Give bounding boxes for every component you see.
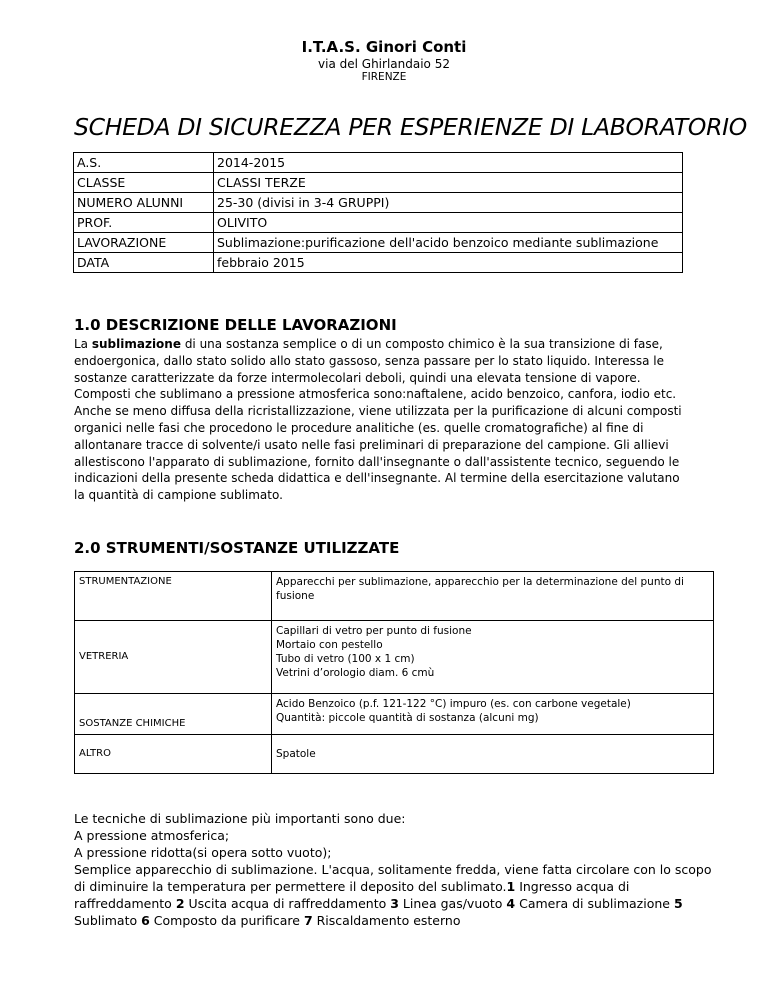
school-name: I.T.A.S. Ginori Conti [301, 38, 467, 56]
info-key: PROF. [74, 213, 214, 233]
tools-line: Acido Benzoico (p.f. 121-122 °C) impuro (es. con carbone vegetale) [276, 698, 631, 710]
info-key: NUMERO ALUNNI [74, 193, 214, 213]
tools-value [272, 621, 714, 694]
legend-text: Composto da purificare [149, 913, 304, 928]
tools-line: Apparecchi per sublimazione, apparecchio per la determinazione del punto di fusione [276, 576, 684, 602]
table-row [75, 572, 714, 621]
info-value: febbraio 2015 [214, 253, 683, 273]
legend-text: Sublimato [74, 913, 142, 928]
info-key: CLASSE [74, 173, 214, 193]
tools-value [272, 572, 714, 621]
tools-value [272, 735, 714, 774]
techniques-intro: Le tecniche di sublimazione più importanti sono due: [74, 811, 406, 826]
section-heading-tools: 2.0 STRUMENTI/SOSTANZE UTILIZZATE [74, 539, 400, 557]
table-row [75, 735, 714, 774]
table-row [74, 233, 683, 253]
tools-line: Tubo di vetro (100 x 1 cm) [276, 653, 415, 665]
techniques-paragraph [74, 810, 714, 929]
legend-number: 3 [390, 896, 399, 911]
document-header [0, 38, 768, 84]
table-row [74, 253, 683, 273]
technique-atmospheric: A pressione atmosferica; [74, 828, 230, 843]
legend-text: Riscaldamento esterno [312, 913, 461, 928]
school-address: via del Ghirlandaio 52 [318, 57, 450, 71]
tools-table [74, 571, 714, 774]
tools-line: Vetrini d’orologio diam. 6 cmù [276, 667, 435, 679]
description-text: di una sostanza semplice o di un composto chimico è la sua transizione di fase, endoergonica, dallo stato solido allo stato gassoso, senza passare per lo stato liquido. Interessa le sostanze caratterizzate da forze intermolecolari deboli, quindi una elevata tensione di vapore. Composti che sublimano a pressione atmosferica sono:naftalene, acido benzoico, canfora, iodio etc. Anche se meno diffusa della ricristallizzazione, viene utilizzata per la purificazione di alcuni composti organici nelle fasi che procedono le procedure analitiche (es. quelle cromatografiche) al fine di allontanare tracce di solvente/i usato nelle fasi preliminari di preparazione del campione. Gli allievi allestiscono l'apparato di sublimazione, fornito dall'insegnante o dall'assistente tecnico, seguendo le indicazioni della presente scheda didattica e dell'insegnante. Al termine della esercitazione valutano la quantità di campione sublimato. [74, 337, 682, 503]
tools-key: ALTRO [75, 735, 272, 774]
legend-number: 6 [141, 913, 150, 928]
table-row [74, 193, 683, 213]
description-intro: La [74, 337, 92, 351]
tools-line: Quantità: piccole quantità di sostanza (alcuni mg) [276, 712, 539, 724]
info-value: 25-30 (divisi in 3-4 GRUPPI) [214, 193, 683, 213]
tools-line: Capillari di vetro per punto di fusione [276, 625, 472, 637]
table-row [75, 621, 714, 694]
legend-number: 4 [506, 896, 516, 911]
info-key: LAVORAZIONE [74, 233, 214, 253]
tools-key: VETRERIA [75, 621, 272, 694]
legend-number: 2 [175, 896, 185, 911]
sublimation-term: sublimazione [91, 337, 181, 351]
legend-number: 1 [506, 879, 516, 894]
info-value: Sublimazione:purificazione dell'acido benzoico mediante sublimazione [214, 233, 683, 253]
tools-line: Mortaio con pestello [276, 639, 383, 651]
table-row [74, 173, 683, 193]
apparatus-description: Semplice apparecchio di sublimazione. L'acqua, solitamente fredda, viene fatta circolare con lo scopo di diminuire la temperatura per permettere il deposito del sublimato. [74, 862, 712, 894]
legend-number: 7 [303, 913, 313, 928]
info-value: CLASSI TERZE [214, 173, 683, 193]
info-key: DATA [74, 253, 214, 273]
tools-line: Spatole [276, 748, 316, 760]
section-heading-description: 1.0 DESCRIZIONE DELLE LAVORAZIONI [74, 316, 397, 334]
table-row [74, 213, 683, 233]
technique-reduced-pressure: A pressione ridotta(si opera sotto vuoto); [74, 845, 332, 860]
document-title: SCHEDA DI SICUREZZA PER ESPERIENZE DI LABORATORIO [74, 113, 747, 141]
legend-text: Ingresso acqua di raffreddamento [74, 879, 630, 911]
legend-number: 5 [673, 896, 683, 911]
legend-text: Camera di sublimazione [515, 896, 674, 911]
table-row [74, 153, 683, 173]
info-value: OLIVITO [214, 213, 683, 233]
school-city: FIRENZE [361, 71, 407, 83]
legend-text: Uscita acqua di raffreddamento [184, 896, 391, 911]
tools-key: STRUMENTAZIONE [75, 572, 272, 621]
info-value: 2014-2015 [214, 153, 683, 173]
info-table [73, 152, 683, 273]
tools-key: SOSTANZE CHIMICHE [75, 694, 272, 735]
info-key: A.S. [74, 153, 214, 173]
table-row [75, 694, 714, 735]
legend-text: Linea gas/vuoto [398, 896, 507, 911]
tools-value [272, 694, 714, 735]
description-paragraph [74, 336, 694, 504]
